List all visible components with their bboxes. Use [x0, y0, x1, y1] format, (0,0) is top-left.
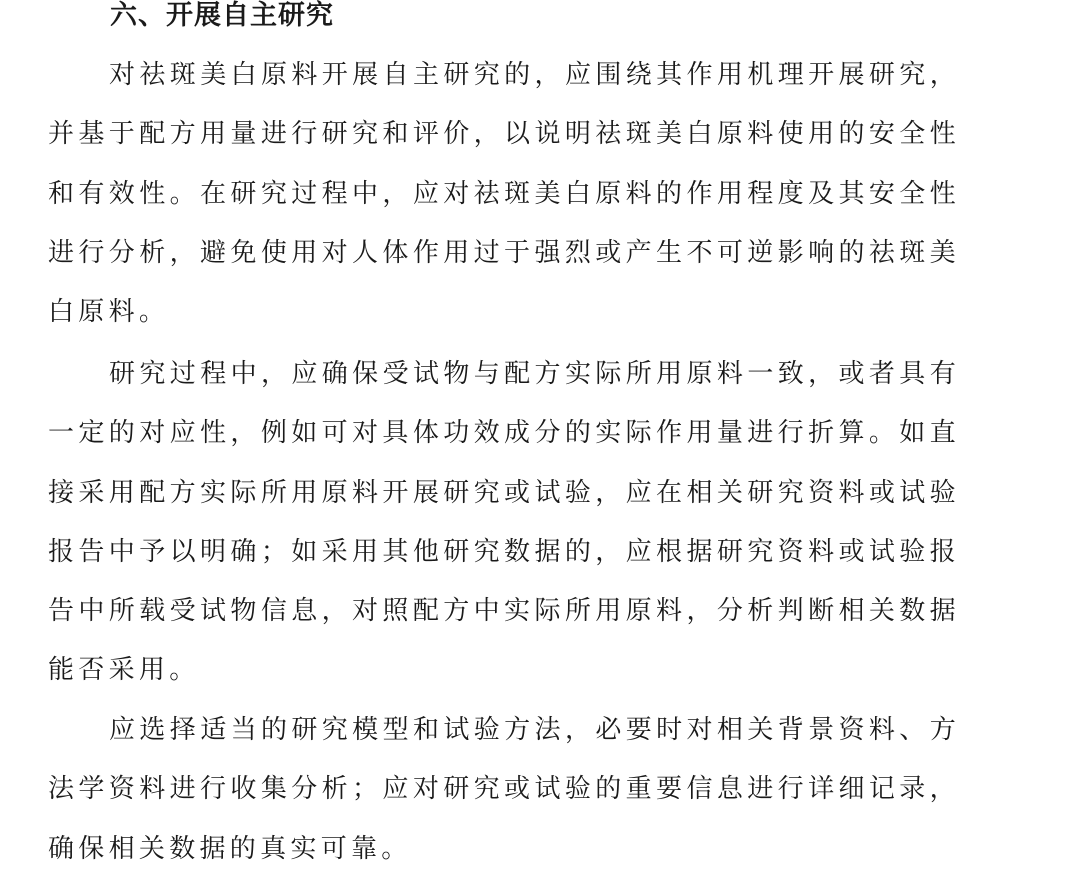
- paragraph-research-methods: 应选择适当的研究模型和试验方法，必要时对相关背景资料、方法学资料进行收集分析；应对研究或试验的重要信息进行详细记录，确保相关数据的真实可靠。: [48, 715, 960, 864]
- paragraph-test-substance-consistency: 研究过程中，应确保受试物与配方实际所用原料一致，或者具有一定的对应性，例如可对具体功效成分的实际作用量进行折算。如直接采用配方实际所用原料开展研究或试验，应在相关研究资料或试验报告中予以明确；如采用其他研究数据的，应根据研究资料或试验报告中所载受试物信息，对照配方中实际所用原料，分析判断相关数据能否采用。: [48, 359, 960, 686]
- section-heading: 六、开展自主研究: [110, 0, 334, 31]
- paragraph-independent-research: 对祛斑美白原料开展自主研究的，应围绕其作用机理开展研究，并基于配方用量进行研究和评价，以说明祛斑美白原料使用的安全性和有效性。在研究过程中，应对祛斑美白原料的作用程度及其安全性进行分析，避免使用对人体作用过于强烈或产生不可逆影响的祛斑美白原料。: [48, 60, 960, 328]
